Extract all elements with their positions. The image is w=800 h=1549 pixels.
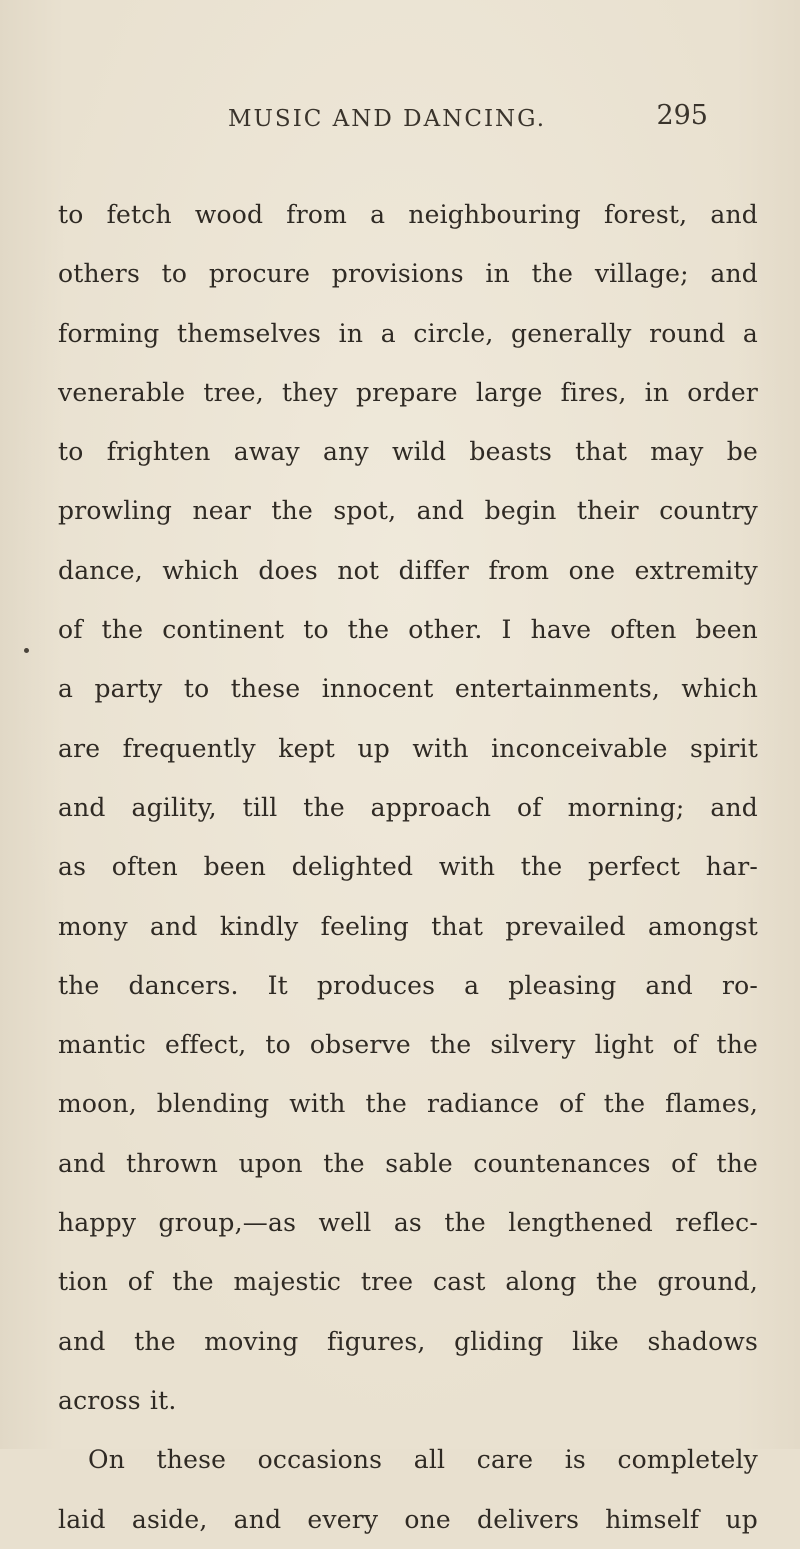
text-line: to fetch wood from a neighbouring forest, and [58, 200, 758, 229]
text-line: and agility, till the approach of morning; and [58, 792, 758, 822]
text-line: as often been delighted with the perfect har- [58, 852, 758, 882]
text-line: mantic effect, to observe the silvery light of the [58, 1030, 758, 1060]
text-line: dance, which does not differ from one extremity [58, 555, 758, 585]
text-line: moon, blending with the radiance of the flames, [58, 1089, 758, 1119]
page-number: 295 [656, 100, 708, 131]
text-line: to frighten away any wild beasts that may be [58, 437, 758, 467]
text-line: a party to these innocent entertainments, which [58, 674, 758, 704]
text-line: happy group,—as well as the lengthened reflec- [58, 1208, 758, 1238]
body-text [58, 185, 758, 1549]
text-line: mony and kindly feeling that prevailed amongst [58, 911, 758, 941]
text-line: are frequently kept up with inconceivable spirit [58, 733, 758, 763]
paragraph-start-line: On these occasions all care is completely [88, 1445, 758, 1475]
text-line: the dancers. It produces a pleasing and ro- [58, 970, 758, 1000]
text-line: of the continent to the other. I have often been [58, 615, 758, 645]
margin-mark [24, 648, 29, 653]
text-line: tion of the majestic tree cast along the ground, [58, 1267, 758, 1297]
paragraph-end-line: across it. [58, 1385, 177, 1415]
text-line: venerable tree, they prepare large fires, in order [58, 377, 758, 407]
running-head: MUSIC AND DANCING. [228, 106, 547, 132]
text-line: others to procure provisions in the village; and [58, 259, 758, 289]
text-line: forming themselves in a circle, generally round a [58, 318, 758, 348]
text-line: laid aside, and every one delivers himself up [58, 1504, 758, 1534]
text-line: and the moving figures, gliding like shadows [58, 1326, 758, 1356]
text-line: prowling near the spot, and begin their country [58, 496, 758, 526]
text-line: and thrown upon the sable countenances of the [58, 1148, 758, 1178]
